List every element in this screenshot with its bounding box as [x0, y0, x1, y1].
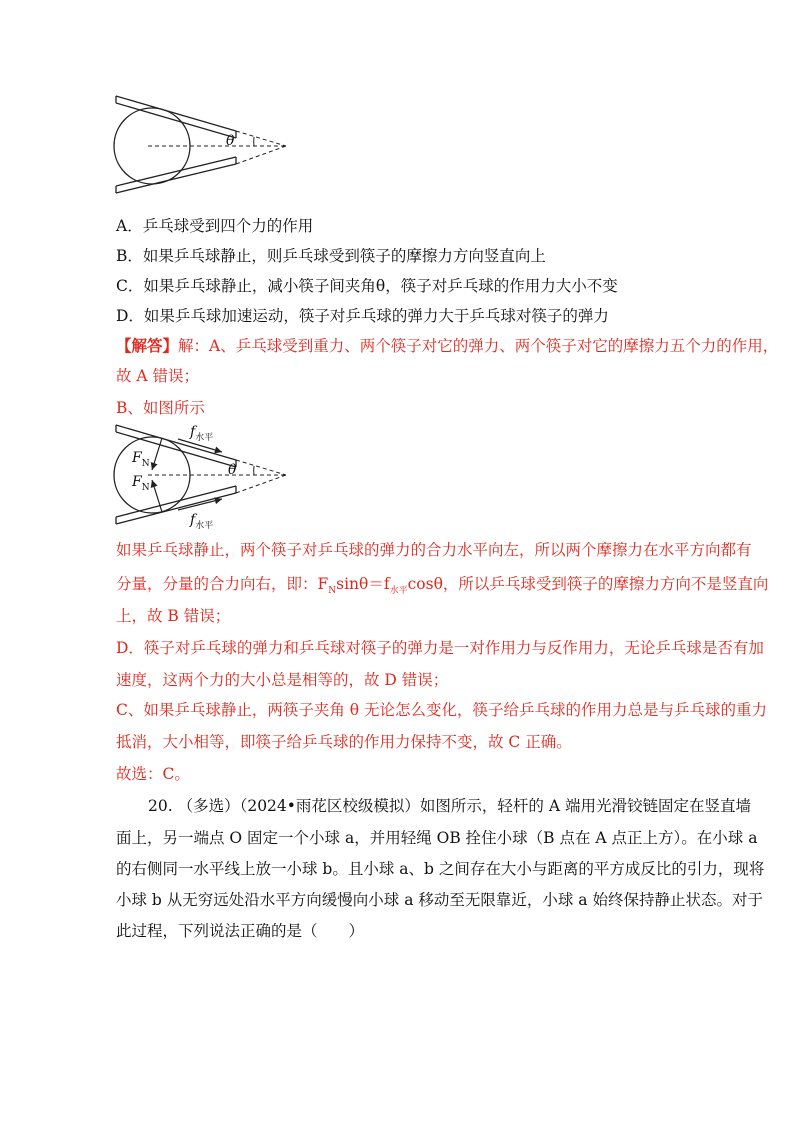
normal-force-upper-label [132, 448, 150, 474]
solution-line-3: B、如图所示 [116, 399, 205, 417]
friction-symbol: f [190, 512, 196, 528]
solution-line-6: 上，故 B 错误； [116, 607, 231, 625]
figure-2-force-diagram [0, 0, 800, 540]
friction-subscript: 水平 [195, 432, 214, 443]
option-c: C．如果乒乓球静止，减小筷子间夹角θ，筷子对乒乓球的作用力大小不变 [116, 277, 618, 295]
question-20-line-2: 面上，另一端点 O 固定一个小球 a，并用轻绳 OB 拴住小球（B 点在 A 点正上方）。在小球 a [116, 829, 758, 847]
formula-mid: sinθ＝f [336, 575, 390, 593]
normal-force-subscript: N [141, 458, 150, 469]
question-20-line-1: 20. （多选）（2024•雨花区校级模拟）如图所示，轻杆的 A 端用光滑铰链固定在竖直墙 [148, 797, 751, 815]
normal-force-symbol: F [132, 474, 142, 490]
option-a: A．乒乓球受到四个力的作用 [116, 217, 314, 235]
question-20-line-3: 的右侧同一水平线上放一小球 b。且小球 a、b 之间存在大小与距离的平方成反比的引力，现将 [116, 860, 765, 878]
friction-upper-label [190, 422, 213, 448]
solution-line-10: 抵消，大小相等，即筷子给乒乓球的作用力保持不变，故 C 正确。 [116, 733, 572, 751]
formula-post: cosθ，所以乒乓球受到筷子的摩擦力方向不是竖直向 [407, 575, 769, 593]
solution-line-9: C、如果乒乓球静止，两筷子夹角 θ 无论怎么变化，筷子给乒乓球的作用力总是与乒乓球的重力 [116, 701, 768, 719]
option-d: D．如果乒乓球加速运动，筷子对乒乓球的弹力大于乒乓球对筷子的弹力 [116, 307, 609, 325]
option-b: B．如果乒乓球静止，则乒乓球受到筷子的摩擦力方向竖直向上 [116, 247, 546, 265]
friction-lower-arrow [178, 499, 222, 510]
formula-sub-n: N [328, 586, 337, 597]
friction-lower-label [190, 510, 213, 536]
solution-tag: 【解答】 [116, 336, 179, 355]
solution-line-7: D．筷子对乒乓球的弹力和乒乓球对筷子的弹力是一对作用力与反作用力，无论乒乓球是否有加 [116, 639, 764, 657]
normal-force-symbol: F [132, 450, 142, 466]
question-20-line-5: 此过程，下列说法正确的是（ ） [116, 922, 365, 940]
question-20-line-4: 小球 b 从无穷远处沿水平方向缓慢向小球 a 移动至无限靠近，小球 a 始终保持静止状态。对于 [116, 891, 763, 909]
solution-answer: 故选：C。 [116, 765, 190, 783]
friction-symbol: f [190, 424, 196, 440]
figure-2-theta-label: θ [228, 462, 237, 478]
solution-text-1: 解：A、乒乓球受到重力、两个筷子对它的弹力、两个筷子对它的摩擦力五个力的作用， [178, 337, 779, 355]
normal-force-subscript: N [141, 482, 150, 493]
solution-line-4: 如果乒乓球静止，两个筷子对乒乓球的弹力的合力水平向左，所以两个摩擦力在水平方向都有 [116, 541, 752, 559]
formula-pre: 分量，分量的合力向右，即：F [116, 575, 329, 593]
normal-force-lower-label [132, 472, 150, 498]
figure-1-theta-label: θ [226, 133, 235, 149]
formula-sub-horizontal: 水平 [389, 586, 408, 597]
solution-formula-line [116, 574, 768, 601]
solution-line-8: 速度，这两个力的大小总是相等的，故 D 错误； [116, 671, 449, 689]
solution-line-2: 故 A 错误； [116, 367, 200, 385]
friction-subscript: 水平 [195, 520, 214, 531]
